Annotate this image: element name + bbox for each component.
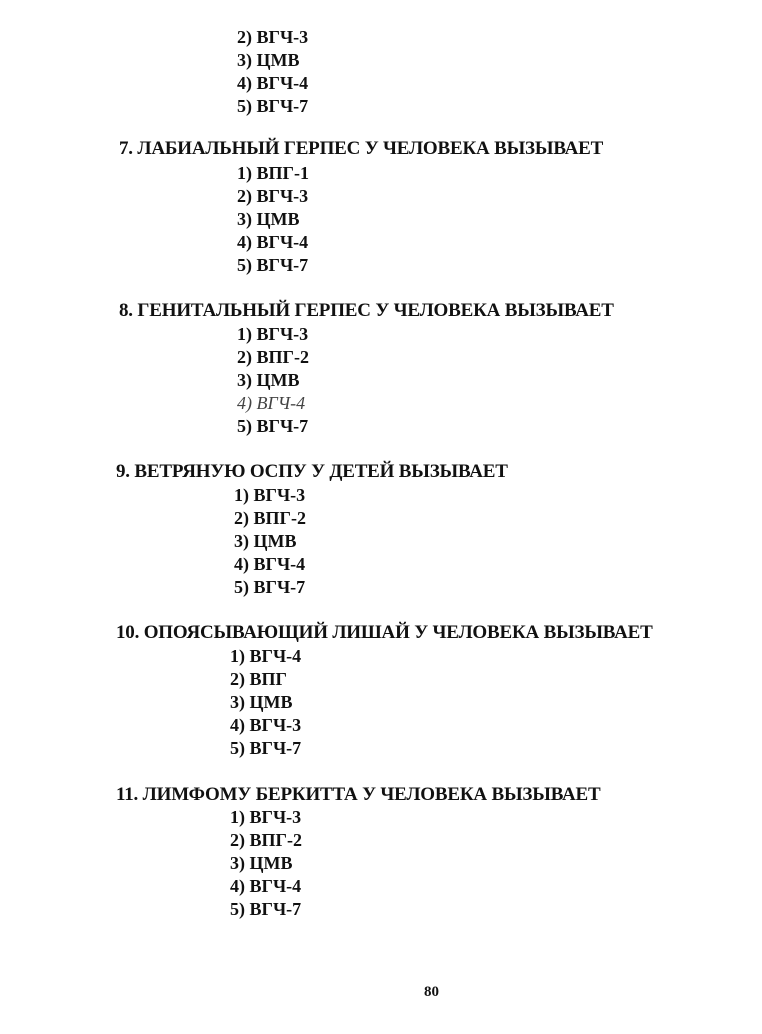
option-2: 2) ВГЧ-3 (237, 186, 309, 206)
option-1: 1) ВГЧ-4 (230, 646, 302, 666)
question-7-title: 7. ЛАБИАЛЬНЫЙ ГЕРПЕС У ЧЕЛОВЕКА ВЫЗЫВАЕТ (119, 138, 604, 159)
question-9-options (234, 484, 306, 599)
option-5: 5) ВГЧ-7 (234, 577, 306, 597)
option-5: 5) ВГЧ-7 (230, 899, 302, 919)
question-7-options (237, 162, 309, 277)
question-10-options (230, 645, 301, 760)
option-3: 3) ЦМВ (237, 50, 300, 70)
question-11-title: 11. ЛИМФОМУ БЕРКИТТА У ЧЕЛОВЕКА ВЫЗЫВАЕТ (116, 784, 601, 805)
option-1: 1) ВПГ-1 (237, 163, 309, 183)
option-1: 1) ВГЧ-3 (230, 807, 302, 827)
question-8-title: 8. ГЕНИТАЛЬНЫЙ ГЕРПЕС У ЧЕЛОВЕКА ВЫЗЫВАЕТ (119, 300, 614, 321)
option-1: 1) ВГЧ-3 (234, 485, 306, 505)
option-3: 3) ЦМВ (230, 692, 293, 712)
option-3: 3) ЦМВ (237, 370, 300, 390)
previous-question-options (237, 26, 308, 118)
option-2: 2) ВПГ-2 (237, 347, 309, 367)
option-4: 4) ВГЧ-3 (230, 715, 302, 735)
option-5: 5) ВГЧ-7 (237, 416, 309, 436)
page-number: 80 (424, 984, 439, 1000)
option-5: 5) ВГЧ-7 (237, 96, 309, 116)
option-4: 4) ВГЧ-4 (237, 393, 306, 413)
option-5: 5) ВГЧ-7 (237, 255, 309, 275)
option-3: 3) ЦМВ (234, 531, 297, 551)
option-4: 4) ВГЧ-4 (234, 554, 306, 574)
option-5: 5) ВГЧ-7 (230, 738, 302, 758)
option-3: 3) ЦМВ (237, 209, 300, 229)
question-8-options (237, 323, 309, 438)
option-4: 4) ВГЧ-4 (230, 876, 302, 896)
option-1: 1) ВГЧ-3 (237, 324, 309, 344)
option-4: 4) ВГЧ-4 (237, 232, 309, 252)
option-2: 2) ВПГ-2 (230, 830, 302, 850)
question-10-title: 10. ОПОЯСЫВАЮЩИЙ ЛИШАЙ У ЧЕЛОВЕКА ВЫЗЫВАЕТ (116, 622, 653, 643)
option-3: 3) ЦМВ (230, 853, 293, 873)
option-2: 2) ВПГ-2 (234, 508, 306, 528)
option-2: 2) ВПГ (230, 669, 287, 689)
question-9-title: 9. ВЕТРЯНУЮ ОСПУ У ДЕТЕЙ ВЫЗЫВАЕТ (116, 461, 508, 482)
option-2: 2) ВГЧ-3 (237, 27, 309, 47)
question-11-options (230, 806, 302, 921)
option-4: 4) ВГЧ-4 (237, 73, 309, 93)
